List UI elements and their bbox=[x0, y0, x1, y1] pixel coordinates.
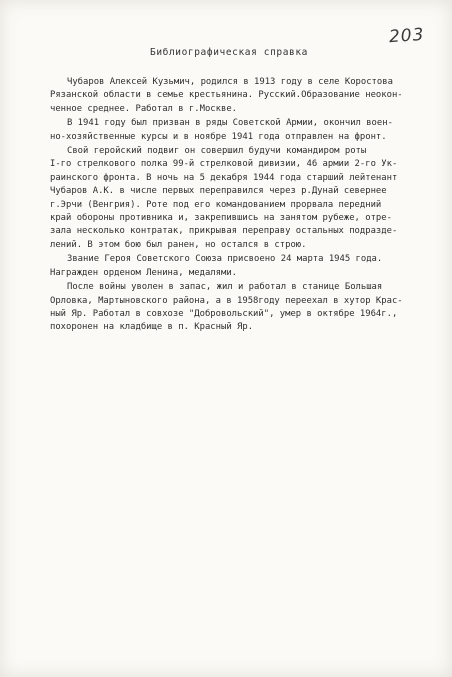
text-line: В 1941 году был призван в ряды Советской Армии, окончил воен- bbox=[67, 118, 393, 129]
text-line: Рязанской области в семье крестьянина. Русский.Образование неокон- bbox=[50, 90, 403, 101]
text-line: зала несколько контратак, прикрывая переправу остальных подразде- bbox=[50, 226, 398, 237]
paragraph-award bbox=[50, 253, 442, 280]
text-line: Чубаров А.К. в числе первых переправился через р.Дунай севернее bbox=[50, 186, 387, 197]
text-line: Орловка, Мартыновского района, а в 1958году переехал в хутор Крас- bbox=[50, 295, 403, 306]
text-line: г.Эрчи (Венгрия). Роте под его командованием прорвала передний bbox=[50, 199, 382, 210]
text-line: Награжден орденом Ленина, медалями. bbox=[50, 267, 238, 278]
text-line: После войны уволен в запас, жил и работал в станице Большая bbox=[67, 282, 383, 293]
document-title: Библиографическая справка bbox=[150, 47, 308, 58]
text-line: ченное среднее. Работал в г.Москве. bbox=[50, 103, 238, 114]
text-line: раинского фронта. В ночь на 5 декабря 1944 года старший лейтенант bbox=[50, 172, 398, 183]
text-line: но-хозяйственные курсы и в ноябре 1941 года отправлен на фронт. bbox=[50, 131, 387, 142]
page-number-handwritten: 203 bbox=[387, 24, 425, 48]
paragraph-conscription bbox=[50, 117, 442, 144]
paragraph-postwar bbox=[50, 281, 442, 335]
text-line: Чубаров Алексей Кузьмич, родился в 1913 году в селе Коростова bbox=[67, 77, 393, 87]
document-body bbox=[50, 76, 442, 335]
text-line: ный Яр. Работал в совхозе "Добровольский", умер в октябре 1964г., bbox=[50, 308, 398, 319]
text-line: лений. В этом бою был ранен, но остался в строю. bbox=[50, 239, 307, 250]
text-line: похоронен на кладбище в п. Красный Яр. bbox=[50, 322, 254, 333]
paragraph-feat bbox=[50, 145, 442, 252]
text-line: край обороны противника и, закрепившись на занятом рубеже, отре- bbox=[50, 213, 392, 224]
text-line: Свой геройский подвиг он совершил будучи командиром роты bbox=[67, 146, 367, 157]
text-line: I-го стрелкового полка 99-й стрелковой дивизии, 46 армии 2-го Ук- bbox=[50, 159, 398, 170]
text-line: Звание Героя Советского Союза присвоено 24 марта 1945 года. bbox=[67, 254, 383, 265]
paragraph-biography bbox=[50, 76, 442, 116]
